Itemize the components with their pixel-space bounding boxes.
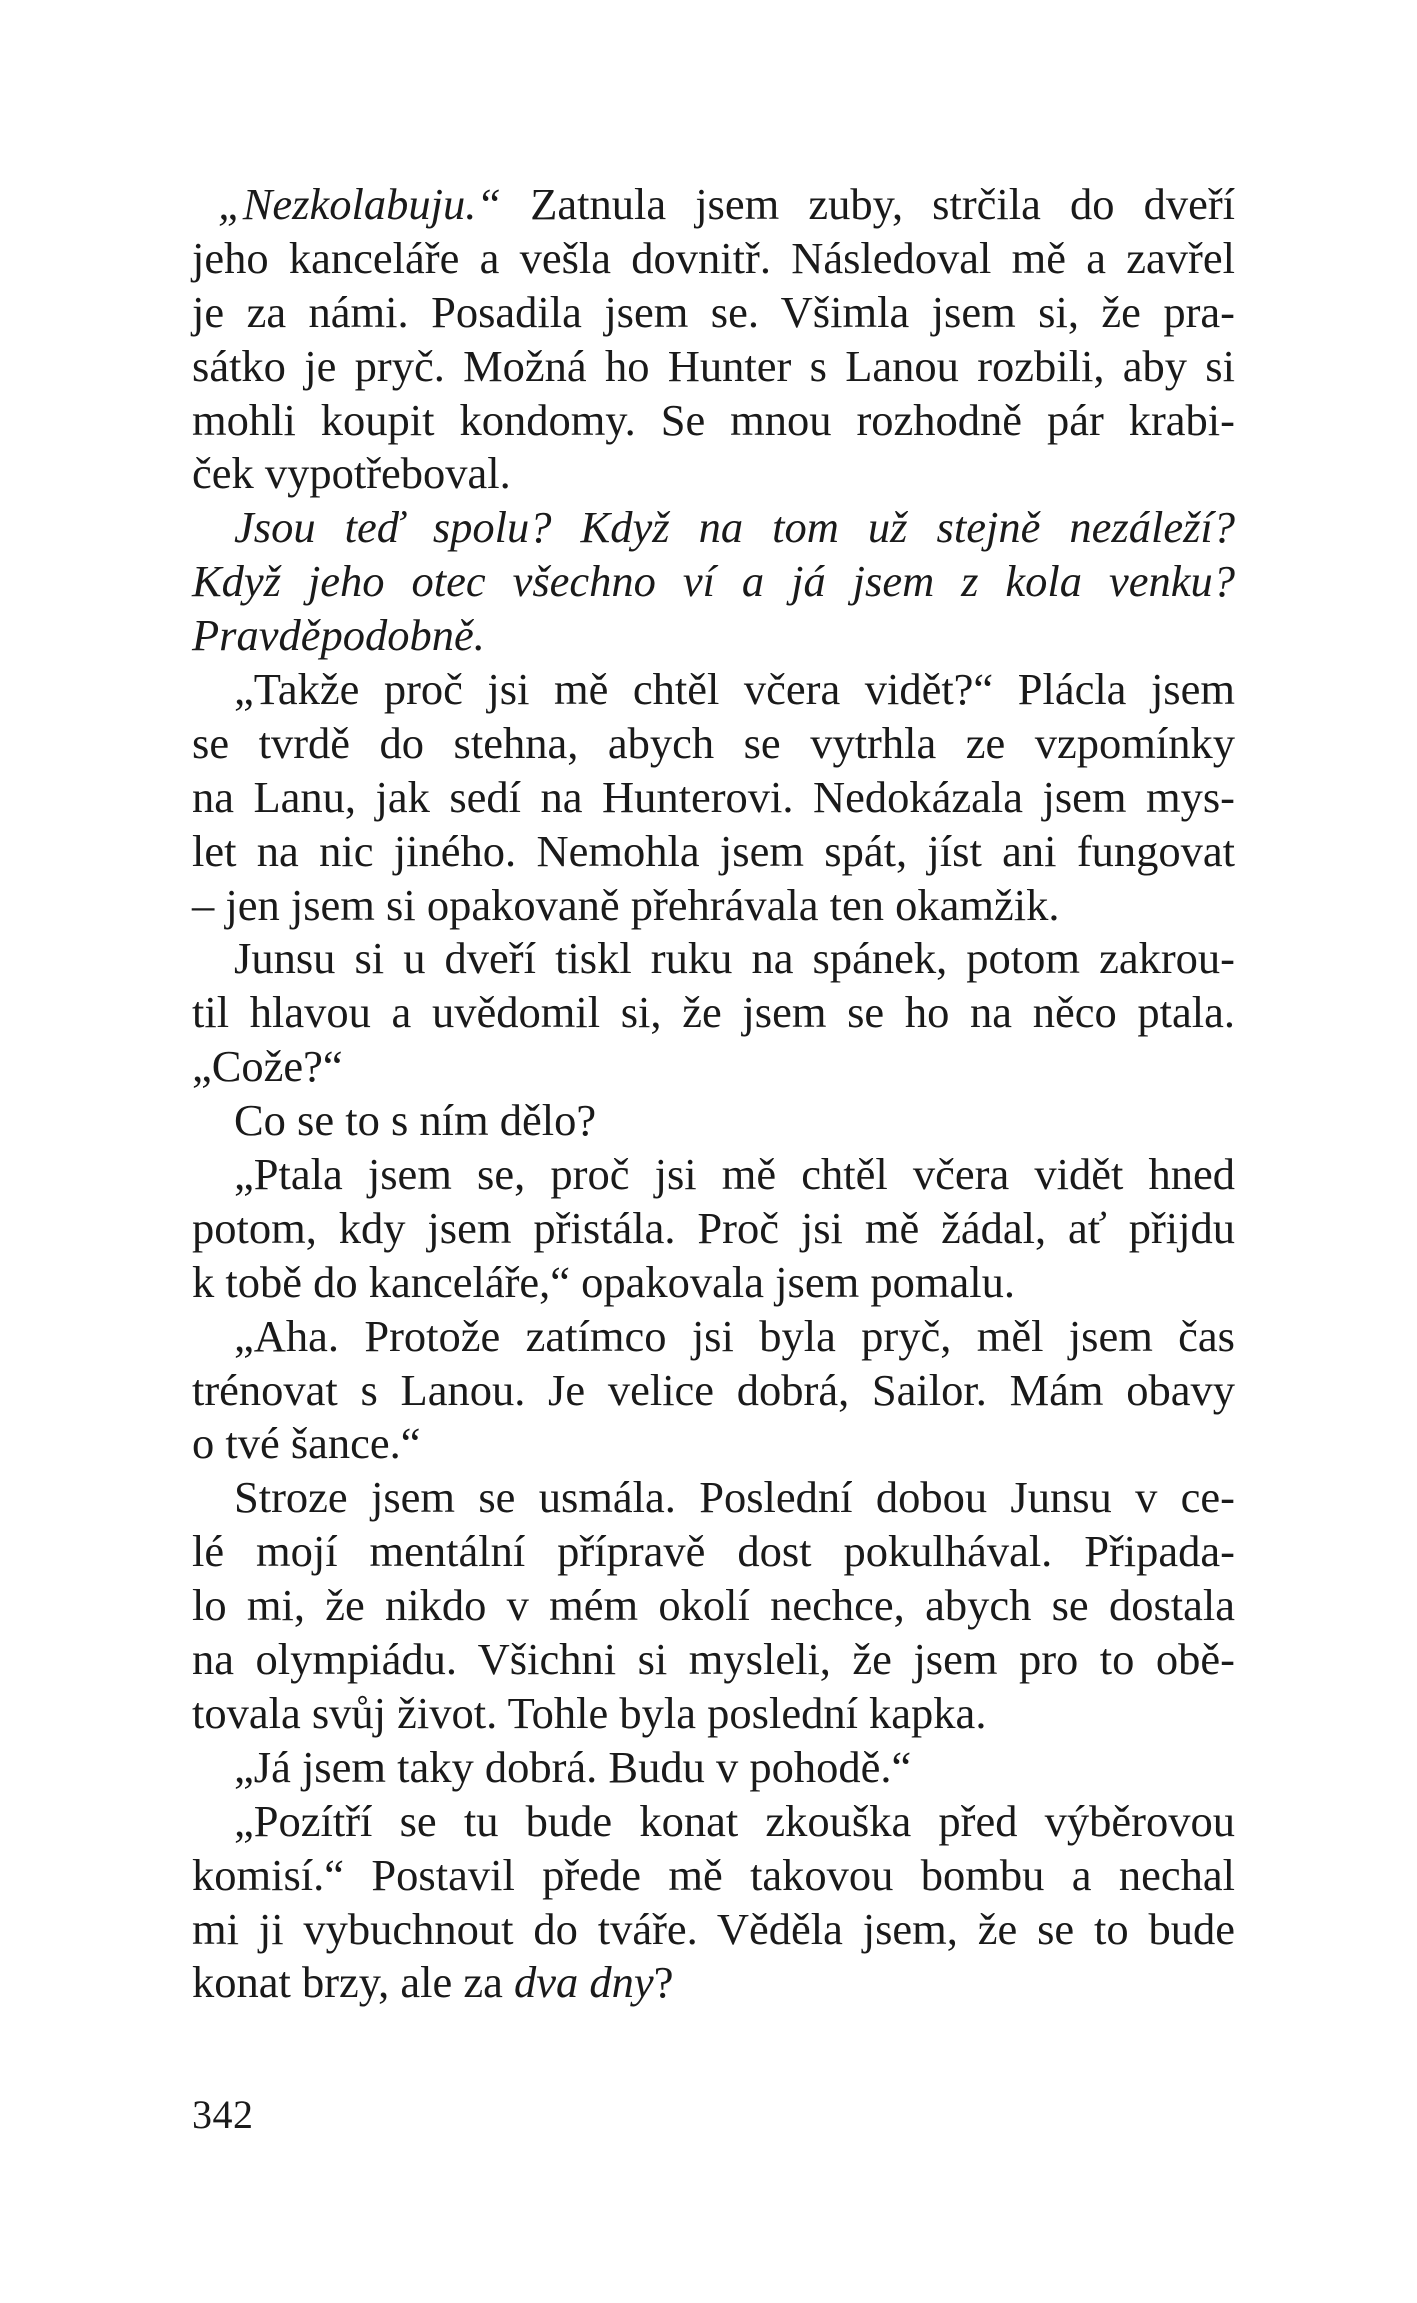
text-line: [192, 1525, 1235, 1579]
text-line: [192, 1364, 1235, 1418]
text-segment: „Cože?“: [192, 1041, 343, 1092]
text-line: [192, 1741, 1235, 1795]
text-segment: trénovat s Lanou. Je velice dobrá, Sailor. Mám obavy: [192, 1364, 1235, 1415]
text-segment: na Lanu, jak sedí na Hunterovi. Nedokázala jsem mys-: [192, 771, 1235, 822]
book-page-body: [192, 178, 1235, 2010]
text-line: [192, 555, 1235, 609]
text-segment: „Aha. Protože zatímco jsi byla pryč, měl jsem čas: [234, 1310, 1235, 1361]
text-line: [192, 663, 1235, 717]
text-line: [192, 178, 1235, 232]
text-segment: komisí.“ Postavil přede mě takovou bombu a nechal: [192, 1849, 1235, 1900]
text-line: [192, 1687, 1235, 1741]
text-line: [192, 1040, 1235, 1094]
text-segment: „Ptala jsem se, proč jsi mě chtěl včera vidět hned: [234, 1149, 1235, 1200]
text-line: [192, 1579, 1235, 1633]
text-line: [192, 771, 1235, 825]
text-segment: lé mojí mentální přípravě dost pokulhával. Připada-: [192, 1526, 1235, 1577]
text-segment: je za námi. Posadila jsem se. Všimla jsem si, že pra-: [192, 286, 1235, 337]
text-segment: Junsu si u dveří tiskl ruku na spánek, potom zakrou-: [234, 933, 1235, 984]
text-segment: ček vypotřeboval.: [192, 448, 511, 499]
text-line: [192, 1956, 1235, 2010]
text-line: [192, 232, 1235, 286]
text-segment: Co se to s ním dělo?: [234, 1095, 597, 1146]
italic-text-segment: „Nezkolabuju.“: [218, 179, 502, 229]
text-line: [192, 1471, 1235, 1525]
text-segment: sátko je pryč. Možná ho Hunter s Lanou rozbili, aby si: [192, 340, 1235, 391]
text-segment: til hlavou a uvědomil si, že jsem se ho na něco ptala.: [192, 987, 1235, 1038]
text-line: [192, 879, 1235, 933]
text-segment: mohli koupit kondomy. Se mnou rozhodně pár krabi-: [192, 394, 1235, 445]
text-line: [192, 986, 1235, 1040]
text-line: [192, 1256, 1235, 1310]
text-segment: k tobě do kanceláře,“ opakovala jsem pomalu.: [192, 1256, 1015, 1307]
text-segment: Stroze jsem se usmála. Poslední dobou Junsu v ce-: [234, 1472, 1235, 1523]
italic-text-segment: Pravděpodobně.: [192, 610, 485, 661]
italic-text-segment: Když jeho otec všechno ví a já jsem z kola venku?: [192, 556, 1235, 607]
text-line: [192, 609, 1235, 663]
text-line: [192, 1417, 1235, 1471]
text-segment: „Já jsem taky dobrá. Budu v pohodě.“: [234, 1741, 912, 1792]
italic-text-segment: Jsou teď spolu? Když na tom už stejně nezáleží?: [234, 502, 1235, 553]
text-segment: – jen jsem si opakovaně přehrávala ten okamžik.: [192, 879, 1060, 930]
text-line: [192, 501, 1235, 555]
page-number: 342: [192, 2092, 254, 2137]
text-line: [192, 1310, 1235, 1364]
text-segment: lo mi, že nikdo v mém okolí nechce, abych se dostala: [192, 1580, 1235, 1631]
text-segment: tovala svůj život. Tohle byla poslední kapka.: [192, 1687, 987, 1738]
text-segment: Zatnula jsem zuby, strčila do dveří: [501, 179, 1235, 229]
text-segment: potom, kdy jsem přistála. Proč jsi mě žádal, ať přijdu: [192, 1202, 1235, 1253]
text-line: [192, 1148, 1235, 1202]
text-line: [192, 394, 1235, 448]
text-line: [192, 286, 1235, 340]
italic-text-segment: dva dny: [514, 1957, 654, 2008]
text-line: [192, 1849, 1235, 1903]
text-line: [192, 1903, 1235, 1957]
text-segment: let na nic jiného. Nemohla jsem spát, jíst ani fungovat: [192, 825, 1235, 876]
text-segment: „Pozítří se tu bude konat zkouška před výběrovou: [234, 1795, 1235, 1846]
text-line: [192, 1202, 1235, 1256]
text-segment: o tvé šance.“: [192, 1418, 421, 1469]
text-line: [192, 1795, 1235, 1849]
text-line: [192, 447, 1235, 501]
text-line: [192, 717, 1235, 771]
text-segment: konat brzy, ale za: [192, 1957, 515, 2008]
text-line: [192, 1094, 1235, 1148]
text-segment: jeho kanceláře a vešla dovnitř. Následoval mě a zavřel: [192, 232, 1235, 283]
text-line: [192, 1633, 1235, 1687]
text-line: [192, 340, 1235, 394]
text-segment: ?: [653, 1957, 674, 2008]
text-line: [192, 825, 1235, 879]
text-segment: mi ji vybuchnout do tváře. Věděla jsem, že se to bude: [192, 1903, 1235, 1954]
text-segment: „Takže proč jsi mě chtěl včera vidět?“ Plácla jsem: [234, 664, 1235, 715]
text-segment: se tvrdě do stehna, abych se vytrhla ze vzpomínky: [192, 717, 1235, 768]
text-segment: na olympiádu. Všichni si mysleli, že jsem pro to obě-: [192, 1634, 1235, 1685]
text-line: [192, 932, 1235, 986]
